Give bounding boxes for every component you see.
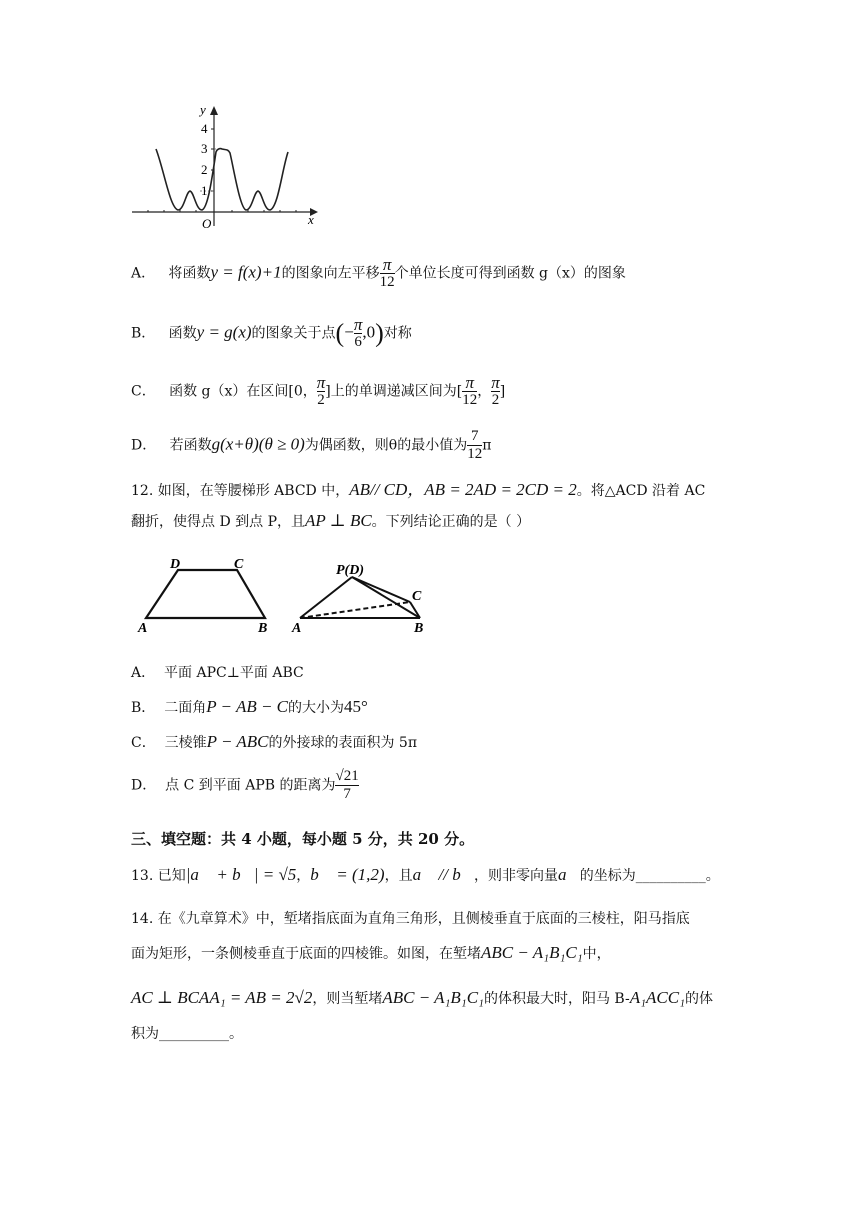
option-text: 的图象关于点 [251, 325, 336, 342]
q14-line-4: 积为__________。 [131, 1026, 243, 1042]
q12-stem-line-2 [131, 512, 530, 531]
formula: a⃗ [557, 865, 580, 884]
function-graph [128, 100, 328, 232]
option-text: 的图象向左平移 [281, 265, 380, 282]
fraction-denominator: 12 [379, 274, 395, 290]
formula: g(x+θ)(θ ≥ 0) [211, 434, 305, 454]
q12-stem-line-1 [131, 481, 705, 500]
fraction-denominator: 12 [462, 392, 478, 408]
fraction [467, 428, 482, 463]
q11-option-a [131, 256, 626, 291]
section-title: 三、填空题：共 4 小题，每小题 5 分，共 20 分。 [131, 830, 475, 848]
q14-line-3 [131, 989, 713, 1008]
question-text: ，则非零向量 [473, 868, 558, 884]
formula: P − ABC [206, 732, 269, 751]
formula: AP ⊥ BC [305, 511, 372, 530]
formula: ABC − A₁B₁C₁ [382, 988, 484, 1007]
formula: |a⃗ + b⃗| = √5 [185, 865, 297, 884]
fraction-numerator: π [316, 373, 326, 392]
q14-line-1: 14. 在《九章算术》中，堑堵指底面为直角三角形，且侧棱垂直于底面的三棱柱，阳马指底 [131, 911, 690, 927]
vertex-label-c: C [412, 589, 422, 604]
option-marker: C． [131, 383, 156, 400]
y-axis-label: y [200, 102, 206, 117]
folded-tetrahedron [300, 577, 420, 618]
y-tick-label: 1 [201, 183, 208, 198]
fraction-numerator: π [465, 373, 474, 392]
formula: y = g(x) [196, 322, 252, 342]
option-text: 函数 g（x）在区间[0， [169, 383, 317, 400]
fraction-numerator: √21 [335, 768, 359, 784]
q11-option-c [131, 374, 505, 409]
fraction-numerator: π [353, 315, 363, 334]
option-text: 若函数 [169, 437, 212, 454]
formula: A₁ACC₁ [629, 988, 685, 1007]
q13-question [131, 866, 720, 885]
separator: ， [477, 383, 492, 400]
vertex-label-a: A [292, 621, 302, 636]
option-text: 的外接球的表面积为 5π [268, 735, 418, 751]
q11-option-b: B． 函数y = g(x)的图象关于点(− $\frac{\pi}{6}$ ,0)对称 [131, 315, 412, 350]
fraction-denominator: 12 [467, 446, 483, 462]
option-marker: C． [131, 735, 156, 751]
fraction-numerator: 7 [470, 428, 479, 444]
option-text: ] [499, 383, 506, 400]
option-text: π [482, 437, 492, 454]
formula: 45° [344, 697, 368, 716]
origin-label: O [202, 216, 212, 231]
question-text: 的体积最大时，阳马 B- [483, 991, 630, 1007]
option-marker: B． [131, 325, 156, 342]
fraction [380, 256, 395, 291]
fraction [491, 374, 500, 409]
q12-option-c [131, 733, 417, 752]
vertex-label-c: C [234, 557, 244, 572]
fraction-denominator: 7 [343, 786, 351, 802]
fraction-numerator: π [491, 373, 500, 392]
q12-figures [130, 552, 450, 640]
formula: a⃗ // b⃗ [412, 865, 474, 884]
formula: AB// CD，AB = 2AD = 2CD = 2 [349, 480, 577, 499]
q12-option-a [131, 664, 304, 682]
separator: ， [296, 868, 311, 884]
option-text: ]上的单调递减区间为[ [325, 383, 463, 400]
point-sign: − [344, 322, 354, 342]
question-text: 。将△ACD 沿着 AC [576, 483, 706, 499]
answer-blank: 的坐标为__________。 [579, 868, 720, 884]
y-tick-label: 2 [201, 162, 208, 177]
option-text: 为偶函数，则θ的最小值为 [304, 437, 468, 454]
point-suffix: ,0 [362, 322, 376, 342]
option-marker: D． [131, 777, 157, 794]
fraction [462, 374, 477, 409]
question-text: 13. 已知 [131, 868, 186, 884]
q11-option-d [131, 428, 491, 463]
question-text: 。下列结论正确的是（ ） [371, 514, 531, 530]
question-text: 面为矩形，一条侧棱垂直于底面的四棱锥。如图，在堑堵 [131, 946, 481, 962]
option-text: 函数 [168, 325, 197, 342]
y-axis-arrow-icon [210, 106, 218, 115]
formula: ABC − A₁B₁C₁ [481, 943, 583, 962]
vertex-label-a: A [138, 621, 148, 636]
option-marker: B． [131, 700, 156, 716]
vertex-label-d: D [170, 557, 181, 572]
option-text: 平面 APC⊥平面 ABC [164, 665, 304, 681]
option-marker: A． [131, 265, 156, 282]
option-text: 二面角 [164, 700, 207, 716]
fraction-denominator: 6 [354, 334, 362, 350]
y-tick-label: 4 [201, 121, 208, 136]
option-text: 将函数 [168, 265, 211, 282]
formula: AC ⊥ BCAA₁ = AB = 2√2 [131, 988, 313, 1007]
q12-option-d [131, 768, 359, 803]
question-text: 12. 如图，在等腰梯形 ABCD 中， [131, 483, 350, 499]
q12-option-b [131, 698, 368, 717]
formula: b⃗ = (1,2) [310, 865, 385, 884]
option-text: 的大小为 [288, 700, 345, 716]
vertex-label-b: B [414, 621, 424, 636]
question-text: 的体 [685, 991, 713, 1007]
x-axis-label: x [308, 212, 314, 227]
option-text: 个单位长度可得到函数 g（x）的图象 [394, 265, 626, 282]
formula: P − AB − C [206, 697, 289, 716]
trapezoid-abcd [146, 570, 265, 618]
formula: y = f(x)+1 [210, 262, 282, 282]
y-tick-label: 3 [201, 141, 208, 156]
option-marker: A． [131, 665, 156, 681]
fraction-numerator: π [382, 255, 392, 274]
option-text: 点 C 到平面 APB 的距离为 [165, 777, 336, 794]
option-text: 对称 [383, 325, 412, 342]
question-text: 中， [582, 946, 611, 962]
fraction-denominator: 2 [317, 392, 325, 408]
question-text: ，则当堑堵 [312, 991, 383, 1007]
fraction [335, 768, 358, 803]
vertex-label-pd: P(D) [336, 563, 364, 578]
fraction-denominator: 2 [491, 392, 500, 408]
question-text: ，且 [384, 868, 413, 884]
function-curve [156, 149, 288, 210]
question-text: 翻折，使得点 D 到点 P，且 [131, 514, 305, 530]
vertex-label-b: B [258, 621, 268, 636]
option-text: 三棱锥 [164, 735, 207, 751]
option-marker: D． [131, 437, 157, 454]
q14-line-2 [131, 944, 611, 963]
